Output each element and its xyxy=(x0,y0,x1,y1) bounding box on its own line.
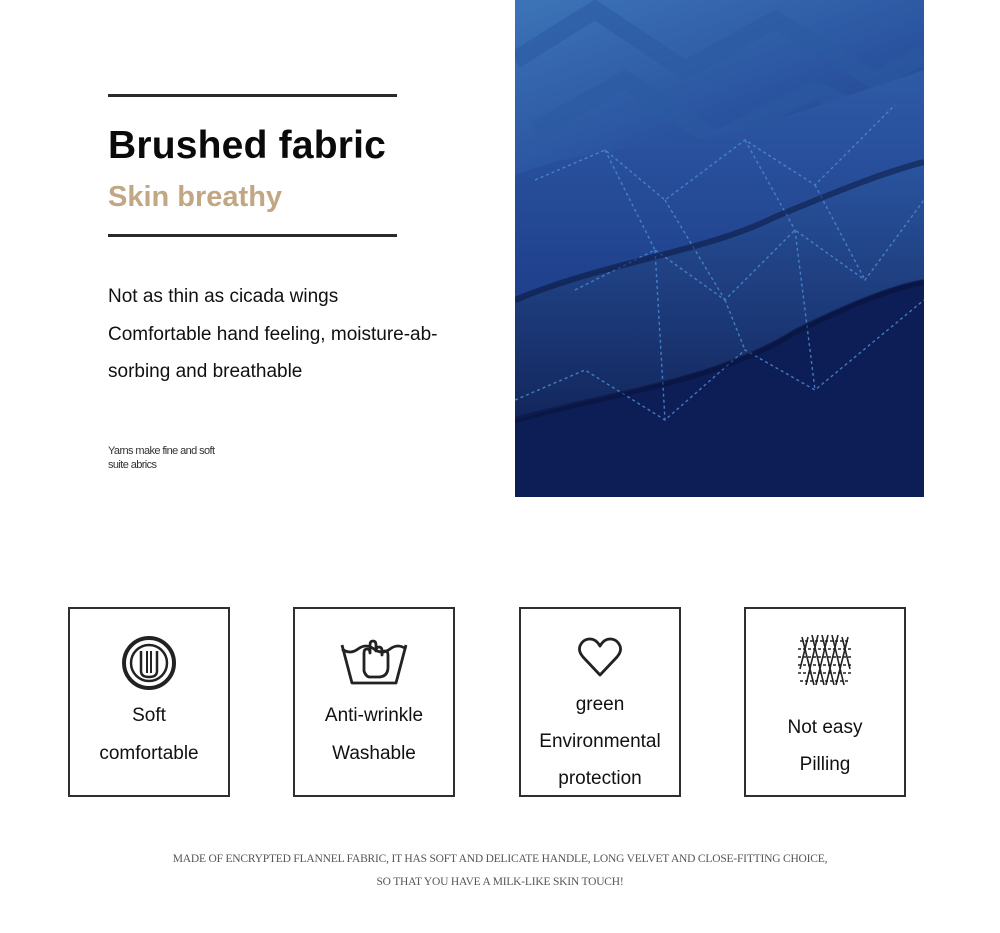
quilted-fabric-image xyxy=(515,0,924,497)
feature-label: green xyxy=(575,694,625,715)
feature-label: comfortable xyxy=(99,743,199,764)
feature-card-washable xyxy=(293,607,455,797)
woven-texture-icon xyxy=(794,631,856,692)
footer-line: MADE OF ENCRYPTED FLANNEL FABRIC, IT HAS SOFT AND DELICATE HANDLE, LONG VELVET AND CLOSE-FITTING CHOICE, xyxy=(172,853,828,865)
feature-card-eco xyxy=(519,607,681,797)
fabric-photo xyxy=(515,0,924,497)
feature-label: Soft xyxy=(132,705,166,726)
feature-label: Washable xyxy=(332,743,416,764)
page-subtitle: Skin breathy xyxy=(108,181,283,213)
feature-label: Environmental xyxy=(539,731,661,752)
feature-label: protection xyxy=(558,768,642,789)
feature-label: Anti-wrinkle xyxy=(324,705,424,726)
footer-line: SO THAT YOU HAVE A MILK-LIKE SKIN TOUCH! xyxy=(376,876,624,888)
hand-wash-icon xyxy=(338,631,410,692)
description-line: Comfortable hand feeling, moisture-ab- xyxy=(108,323,438,345)
description-line: sorbing and breathable xyxy=(108,361,303,382)
feature-card-pilling xyxy=(744,607,906,797)
feature-label: Not easy xyxy=(787,717,863,738)
yarn-note-line: Yarns make fine and soft xyxy=(108,445,215,457)
feature-card-soft xyxy=(68,607,230,797)
footer-tagline xyxy=(0,848,1000,894)
description-line: Not as thin as cicada wings xyxy=(108,286,339,307)
heart-icon xyxy=(577,637,623,684)
divider-bottom xyxy=(108,234,397,237)
feature-label: Pilling xyxy=(799,754,851,775)
page-title: Brushed fabric xyxy=(108,124,387,167)
description xyxy=(108,278,498,391)
yarn-note-line: suite abrics xyxy=(108,459,157,471)
divider-top xyxy=(108,94,397,97)
yarn-note xyxy=(108,444,268,472)
round-fabric-icon xyxy=(121,635,177,696)
